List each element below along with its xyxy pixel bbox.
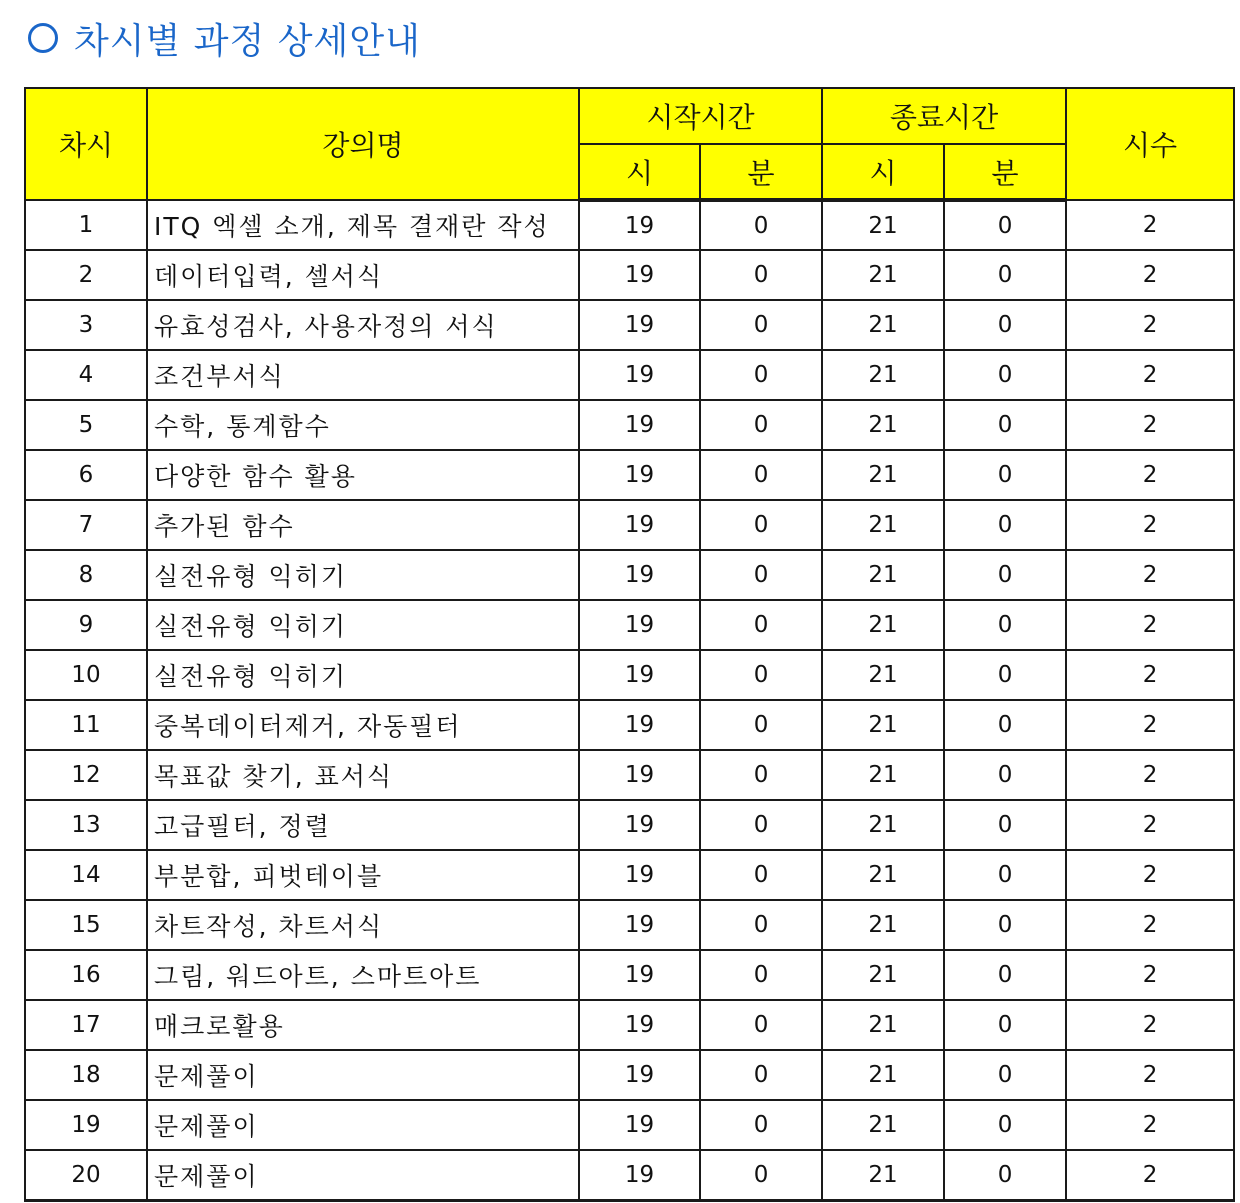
end-minute-cell: 0	[944, 700, 1066, 750]
end-minute-cell: 0	[944, 500, 1066, 550]
start-hour-cell: 19	[579, 650, 700, 700]
end-minute-cell: 0	[944, 250, 1066, 300]
start-hour-cell: 19	[579, 750, 700, 800]
start-minute-cell: 0	[700, 200, 822, 250]
end-minute-cell: 0	[944, 1000, 1066, 1050]
start-hour-cell: 19	[579, 900, 700, 950]
start-hour-cell: 19	[579, 400, 700, 450]
start-hour-cell: 19	[579, 250, 700, 300]
lecture-title-cell: 그림, 워드아트, 스마트아트	[147, 950, 579, 1000]
circle-bullet-icon	[28, 23, 58, 53]
start-minute-cell: 0	[700, 600, 822, 650]
end-hour-cell: 21	[822, 450, 944, 500]
end-hour-cell: 21	[822, 1000, 944, 1050]
end-minute-cell: 0	[944, 550, 1066, 600]
session-cell: 9	[25, 600, 147, 650]
lecture-title-cell: 문제풀이	[147, 1150, 579, 1200]
start-hour-cell: 19	[579, 350, 700, 400]
end-minute-cell: 0	[944, 800, 1066, 850]
end-hour-cell: 21	[822, 650, 944, 700]
start-minute-cell: 0	[700, 450, 822, 500]
hours-cell: 2	[1066, 700, 1234, 750]
hours-cell: 2	[1066, 600, 1234, 650]
header-lecture: 강의명	[147, 88, 579, 200]
hours-cell: 2	[1066, 450, 1234, 500]
hours-cell: 2	[1066, 250, 1234, 300]
header-start-minute: 분	[700, 144, 822, 200]
hours-cell: 2	[1066, 650, 1234, 700]
table-row	[25, 250, 1234, 300]
start-hour-cell: 19	[579, 450, 700, 500]
start-minute-cell: 0	[700, 550, 822, 600]
end-minute-cell: 0	[944, 300, 1066, 350]
lecture-title-cell: 수학, 통계함수	[147, 400, 579, 450]
end-hour-cell: 21	[822, 1150, 944, 1200]
end-minute-cell: 0	[944, 400, 1066, 450]
start-minute-cell: 0	[700, 850, 822, 900]
end-minute-cell: 0	[944, 650, 1066, 700]
end-hour-cell: 21	[822, 800, 944, 850]
session-cell: 11	[25, 700, 147, 750]
table-row	[25, 1000, 1234, 1050]
end-minute-cell: 0	[944, 450, 1066, 500]
end-hour-cell: 21	[822, 1100, 944, 1150]
end-minute-cell: 0	[944, 850, 1066, 900]
session-cell: 18	[25, 1050, 147, 1100]
start-hour-cell: 19	[579, 800, 700, 850]
end-minute-cell: 0	[944, 1050, 1066, 1100]
header-start-hour: 시	[579, 144, 700, 200]
start-minute-cell: 0	[700, 950, 822, 1000]
hours-cell: 2	[1066, 800, 1234, 850]
end-hour-cell: 21	[822, 200, 944, 250]
start-hour-cell: 19	[579, 950, 700, 1000]
session-cell: 5	[25, 400, 147, 450]
start-hour-cell: 19	[579, 1100, 700, 1150]
session-cell: 13	[25, 800, 147, 850]
table-row	[25, 300, 1234, 350]
hours-cell: 2	[1066, 200, 1234, 250]
start-minute-cell: 0	[700, 650, 822, 700]
lecture-title-cell: 다양한 함수 활용	[147, 450, 579, 500]
lecture-title-cell: ITQ 엑셀 소개, 제목 결재란 작성	[147, 200, 579, 250]
end-minute-cell: 0	[944, 200, 1066, 250]
session-cell: 1	[25, 200, 147, 250]
end-minute-cell: 0	[944, 750, 1066, 800]
start-minute-cell: 0	[700, 1000, 822, 1050]
start-hour-cell: 19	[579, 200, 700, 250]
start-minute-cell: 0	[700, 1150, 822, 1200]
end-hour-cell: 21	[822, 750, 944, 800]
hours-cell: 2	[1066, 550, 1234, 600]
session-cell: 20	[25, 1150, 147, 1200]
session-cell: 7	[25, 500, 147, 550]
lecture-title-cell: 유효성검사, 사용자정의 서식	[147, 300, 579, 350]
lecture-title-cell: 실전유형 익히기	[147, 550, 579, 600]
header-end-hour: 시	[822, 144, 944, 200]
start-hour-cell: 19	[579, 1050, 700, 1100]
start-minute-cell: 0	[700, 1100, 822, 1150]
table-row	[25, 950, 1234, 1000]
session-cell: 6	[25, 450, 147, 500]
lecture-title-cell: 중복데이터제거, 자동필터	[147, 700, 579, 750]
lecture-title-cell: 추가된 함수	[147, 500, 579, 550]
hours-cell: 2	[1066, 300, 1234, 350]
table-row	[25, 650, 1234, 700]
lecture-title-cell: 매크로활용	[147, 1000, 579, 1050]
schedule-table	[24, 87, 1235, 1202]
end-minute-cell: 0	[944, 350, 1066, 400]
start-minute-cell: 0	[700, 500, 822, 550]
table-row	[25, 1150, 1234, 1200]
lecture-title-cell: 문제풀이	[147, 1050, 579, 1100]
table-row	[25, 550, 1234, 600]
end-minute-cell: 0	[944, 950, 1066, 1000]
start-hour-cell: 19	[579, 700, 700, 750]
start-minute-cell: 0	[700, 250, 822, 300]
header-hours: 시수	[1066, 88, 1234, 200]
session-cell: 12	[25, 750, 147, 800]
end-minute-cell: 0	[944, 1150, 1066, 1200]
end-hour-cell: 21	[822, 250, 944, 300]
start-hour-cell: 19	[579, 1150, 700, 1200]
end-minute-cell: 0	[944, 900, 1066, 950]
hours-cell: 2	[1066, 400, 1234, 450]
end-hour-cell: 21	[822, 500, 944, 550]
hours-cell: 2	[1066, 900, 1234, 950]
end-hour-cell: 21	[822, 900, 944, 950]
start-hour-cell: 19	[579, 550, 700, 600]
session-cell: 3	[25, 300, 147, 350]
start-minute-cell: 0	[700, 800, 822, 850]
session-cell: 8	[25, 550, 147, 600]
session-cell: 16	[25, 950, 147, 1000]
start-hour-cell: 19	[579, 600, 700, 650]
table-row	[25, 900, 1234, 950]
table-row	[25, 1100, 1234, 1150]
start-minute-cell: 0	[700, 750, 822, 800]
lecture-title-cell: 실전유형 익히기	[147, 600, 579, 650]
start-hour-cell: 19	[579, 850, 700, 900]
end-hour-cell: 21	[822, 950, 944, 1000]
start-minute-cell: 0	[700, 700, 822, 750]
hours-cell: 2	[1066, 1050, 1234, 1100]
hours-cell: 2	[1066, 500, 1234, 550]
start-hour-cell: 19	[579, 500, 700, 550]
start-minute-cell: 0	[700, 300, 822, 350]
end-hour-cell: 21	[822, 600, 944, 650]
end-hour-cell: 21	[822, 350, 944, 400]
start-minute-cell: 0	[700, 900, 822, 950]
session-cell: 10	[25, 650, 147, 700]
header-session: 차시	[25, 88, 147, 200]
hours-cell: 2	[1066, 1100, 1234, 1150]
end-minute-cell: 0	[944, 600, 1066, 650]
end-hour-cell: 21	[822, 400, 944, 450]
end-hour-cell: 21	[822, 700, 944, 750]
header-end-minute: 분	[944, 144, 1066, 200]
table-row	[25, 1050, 1234, 1100]
page-title	[28, 10, 421, 66]
table-row	[25, 450, 1234, 500]
start-hour-cell: 19	[579, 300, 700, 350]
start-hour-cell: 19	[579, 1000, 700, 1050]
session-cell: 14	[25, 850, 147, 900]
end-hour-cell: 21	[822, 300, 944, 350]
hours-cell: 2	[1066, 1000, 1234, 1050]
header-start-time: 시작시간	[579, 88, 822, 144]
lecture-title-cell: 차트작성, 차트서식	[147, 900, 579, 950]
hours-cell: 2	[1066, 850, 1234, 900]
header-end-time: 종료시간	[822, 88, 1066, 144]
lecture-title-cell: 고급필터, 정렬	[147, 800, 579, 850]
start-minute-cell: 0	[700, 400, 822, 450]
lecture-title-cell: 실전유형 익히기	[147, 650, 579, 700]
session-cell: 15	[25, 900, 147, 950]
session-cell: 17	[25, 1000, 147, 1050]
end-minute-cell: 0	[944, 1100, 1066, 1150]
lecture-title-cell: 데이터입력, 셀서식	[147, 250, 579, 300]
table-row	[25, 350, 1234, 400]
session-cell: 4	[25, 350, 147, 400]
schedule-body	[25, 200, 1234, 1200]
lecture-title-cell: 문제풀이	[147, 1100, 579, 1150]
hours-cell: 2	[1066, 1150, 1234, 1200]
start-minute-cell: 0	[700, 350, 822, 400]
table-row	[25, 500, 1234, 550]
hours-cell: 2	[1066, 350, 1234, 400]
table-row	[25, 750, 1234, 800]
end-hour-cell: 21	[822, 850, 944, 900]
lecture-title-cell: 조건부서식	[147, 350, 579, 400]
table-row	[25, 800, 1234, 850]
table-row	[25, 700, 1234, 750]
lecture-title-cell: 목표값 찾기, 표서식	[147, 750, 579, 800]
lecture-title-cell: 부분합, 피벗테이블	[147, 850, 579, 900]
page-title-text: 차시별 과정 상세안내	[74, 20, 421, 62]
session-cell: 19	[25, 1100, 147, 1150]
table-row	[25, 400, 1234, 450]
table-row	[25, 600, 1234, 650]
start-minute-cell: 0	[700, 1050, 822, 1100]
hours-cell: 2	[1066, 950, 1234, 1000]
session-cell: 2	[25, 250, 147, 300]
hours-cell: 2	[1066, 750, 1234, 800]
end-hour-cell: 21	[822, 550, 944, 600]
end-hour-cell: 21	[822, 1050, 944, 1100]
table-row	[25, 200, 1234, 250]
table-row	[25, 850, 1234, 900]
